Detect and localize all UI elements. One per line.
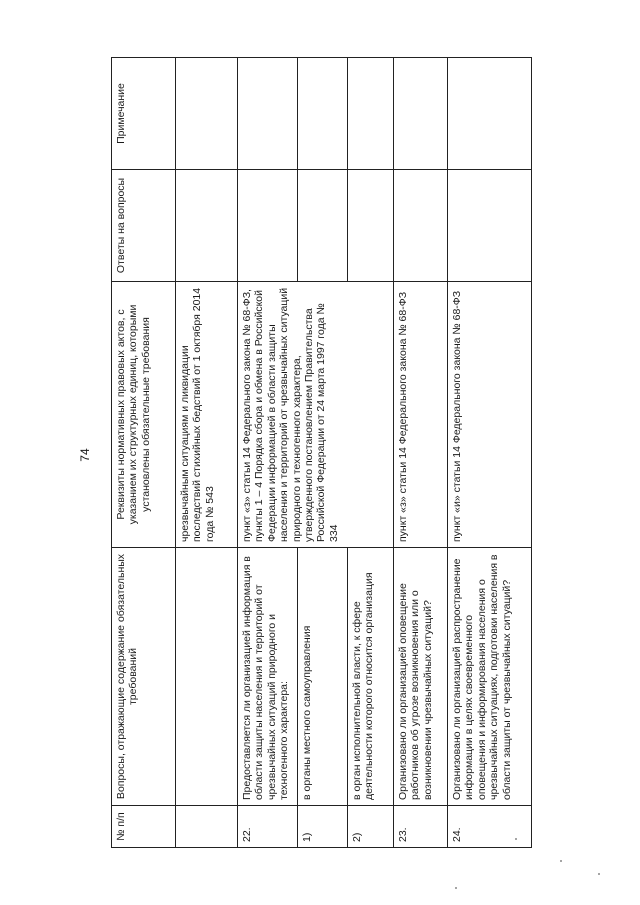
row-question bbox=[176, 548, 238, 806]
row-answers bbox=[298, 170, 348, 282]
table-header-row bbox=[112, 58, 176, 848]
row-question: Предоставляется ли организацией информация в области защиты населения и территорий от чрезвычайных ситуаций природного и техногенного характера: bbox=[238, 548, 298, 806]
row-num: 2) bbox=[348, 806, 394, 848]
row-num: 23. bbox=[394, 806, 448, 848]
scan-speck bbox=[560, 860, 562, 862]
page-number: 74 bbox=[78, 448, 92, 462]
row-answers bbox=[238, 170, 298, 282]
row-requisites: пункт «и» статьи 14 Федерального закона № 68-ФЗ bbox=[448, 282, 532, 548]
row-note bbox=[448, 58, 532, 170]
row-answers bbox=[448, 170, 532, 282]
scan-speck bbox=[598, 873, 600, 875]
row-requisites: чрезвычайным ситуациям и ликвидации последствий стихийных бедствий от 1 октября 2014 года № 543 bbox=[176, 282, 238, 548]
header-note: Примечание bbox=[112, 58, 176, 170]
row-answers bbox=[176, 170, 238, 282]
row-num: 24. bbox=[448, 806, 532, 848]
scan-speck bbox=[515, 838, 517, 840]
row-requisites: пункт «з» статьи 14 Федерального закона № 68-ФЗ, пункты 1 – 4 Порядка сбора и обмена в Российской Федерации информацией в области защиты населения и территорий от чрезвычайных ситуаций природного и техногенного характера, утвержденного постановлением Правительства Российской Федерации от 24 марта 1997 года № 334 bbox=[238, 282, 394, 548]
requirements-table bbox=[111, 57, 532, 848]
row-note bbox=[298, 58, 348, 170]
row-note bbox=[348, 58, 394, 170]
table-row bbox=[238, 58, 298, 848]
row-question: Организовано ли организацией оповещение работников об угрозе возникновения или о возникновении чрезвычайных ситуаций? bbox=[394, 548, 448, 806]
row-question: в орган исполнительной власти, к сфере деятельности которого относится организация bbox=[348, 548, 394, 806]
row-question: в органы местного самоуправления bbox=[298, 548, 348, 806]
row-note bbox=[176, 58, 238, 170]
row-answers bbox=[394, 170, 448, 282]
header-requisites: Реквизиты нормативных правовых актов, с указанием их структурных единиц, которыми установлены обязательные требования bbox=[112, 282, 176, 548]
table-row bbox=[394, 58, 448, 848]
row-num: 22. bbox=[238, 806, 298, 848]
header-question: Вопросы, отражающие содержание обязательных требований bbox=[112, 548, 176, 806]
row-num bbox=[176, 806, 238, 848]
table-row bbox=[448, 58, 532, 848]
scan-speck bbox=[455, 887, 457, 889]
requirements-table-container bbox=[111, 58, 531, 848]
row-question: Организовано ли организацией распространение информации в целях своевременного оповещения и информирования населения о чрезвычайных ситуациях, подготовки населения в области защиты от чрезвычайных ситуаций? bbox=[448, 548, 532, 806]
table-row bbox=[176, 58, 238, 848]
header-answers: Ответы на вопросы bbox=[112, 170, 176, 282]
row-requisites: пункт «з» статьи 14 Федерального закона № 68-ФЗ bbox=[394, 282, 448, 548]
row-num: 1) bbox=[298, 806, 348, 848]
row-note bbox=[394, 58, 448, 170]
row-note bbox=[238, 58, 298, 170]
header-num: № п/п bbox=[112, 806, 176, 848]
row-answers bbox=[348, 170, 394, 282]
